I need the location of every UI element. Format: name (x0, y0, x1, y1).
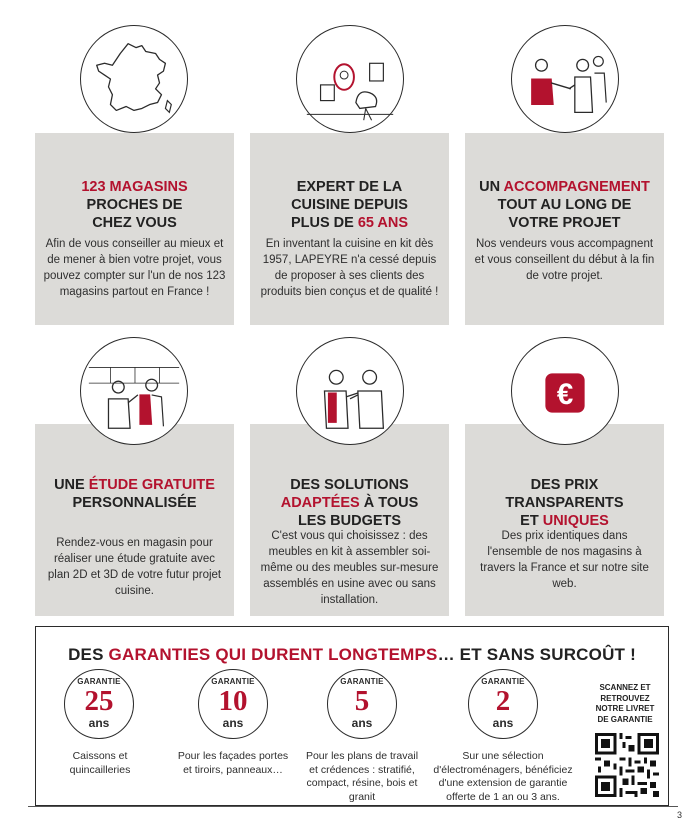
qr-code[interactable] (595, 733, 659, 797)
card-etude (35, 424, 234, 616)
card-body: Rendez-vous en magasin pour réaliser une étude gratuite avec plan 2D et 3D de votre futur projet cuisine. (47, 537, 222, 597)
card-prix (465, 424, 664, 616)
card-body: En inventant la cuisine en kit dès 1957, LAPEYRE n'a cessé depuis de proposer à ses clients des produits bien conçus et de qualité ! (260, 238, 439, 298)
handshake-icon (511, 25, 619, 133)
card-title: DES PRIX TRANSPARENTS ET UNIQUES (505, 477, 624, 529)
card-title: UN ACCOMPAGNEMENT TOUT AU LONG DE VOTRE PROJET (479, 179, 650, 231)
card-magasins (35, 133, 234, 325)
card-title: 123 MAGASINS PROCHES DE CHEZ VOUS (81, 179, 188, 231)
kitchen-study-icon (80, 337, 188, 445)
guarantee-badge-10: GARANTIE 10 ans (198, 669, 268, 739)
svg-text:€: € (556, 377, 574, 411)
card-body: Nos vendeurs vous accompagnent et vous conseillent du début à la fin de votre projet. (474, 238, 655, 282)
card-title: UNE ÉTUDE GRATUITE PERSONNALISÉE (54, 477, 215, 511)
footer-divider (28, 806, 678, 807)
euro-icon (511, 337, 619, 445)
card-body: Des prix identiques dans l'ensemble de nos magasins à travers la France et sur notre site web. (480, 530, 649, 590)
page-number: 3 (677, 810, 683, 820)
card-body: C'est vous qui choisissez : des meubles en kit à assembler soi-même ou des meubles sur-mesure assemblés en usine avec ou sans installation. (260, 530, 439, 606)
kitchen-gallery-icon (296, 25, 404, 133)
card-title: EXPERT DE LA CUISINE DEPUIS PLUS DE 65 ANS (290, 179, 409, 231)
guarantee-text-25: Caissons et quincailleries (69, 750, 131, 776)
guarantee-text-2: Sur une sélection d'électroménagers, bénéficiez d'une extension de garantie offerte de 1 an ou 3 ans. (433, 750, 573, 803)
advisors-icon (296, 337, 404, 445)
card-body: Afin de vous conseiller au mieux et de mener à bien votre projet, vous pouvez compter sur l'un de nos 123 magasins partout en France ! (43, 238, 226, 298)
card-expert (250, 133, 449, 325)
guarantees-title: DES GARANTIES QUI DURENT LONGTEMPS… ET SANS SURCOÛT ! (68, 645, 636, 664)
guarantee-badge-2: GARANTIE 2 ans (468, 669, 538, 739)
france-map-icon (80, 25, 188, 133)
guarantee-text-5: Pour les plans de travail et crédences : stratifié, compact, résine, bois et granit (305, 750, 419, 803)
card-title: DES SOLUTIONS ADAPTÉES À TOUS LES BUDGETS (280, 477, 419, 529)
card-accompagnement (465, 133, 664, 325)
card-solutions (250, 424, 449, 616)
guarantee-badge-25: GARANTIE 25 ans (64, 669, 134, 739)
scan-instructions: SCANNEZ ET RETROUVEZ NOTRE LIVRET DE GARANTIE (595, 683, 655, 724)
guarantee-text-10: Pour les façades portes et tiroirs, panneaux… (177, 750, 289, 776)
guarantee-badge-5: GARANTIE 5 ans (327, 669, 397, 739)
